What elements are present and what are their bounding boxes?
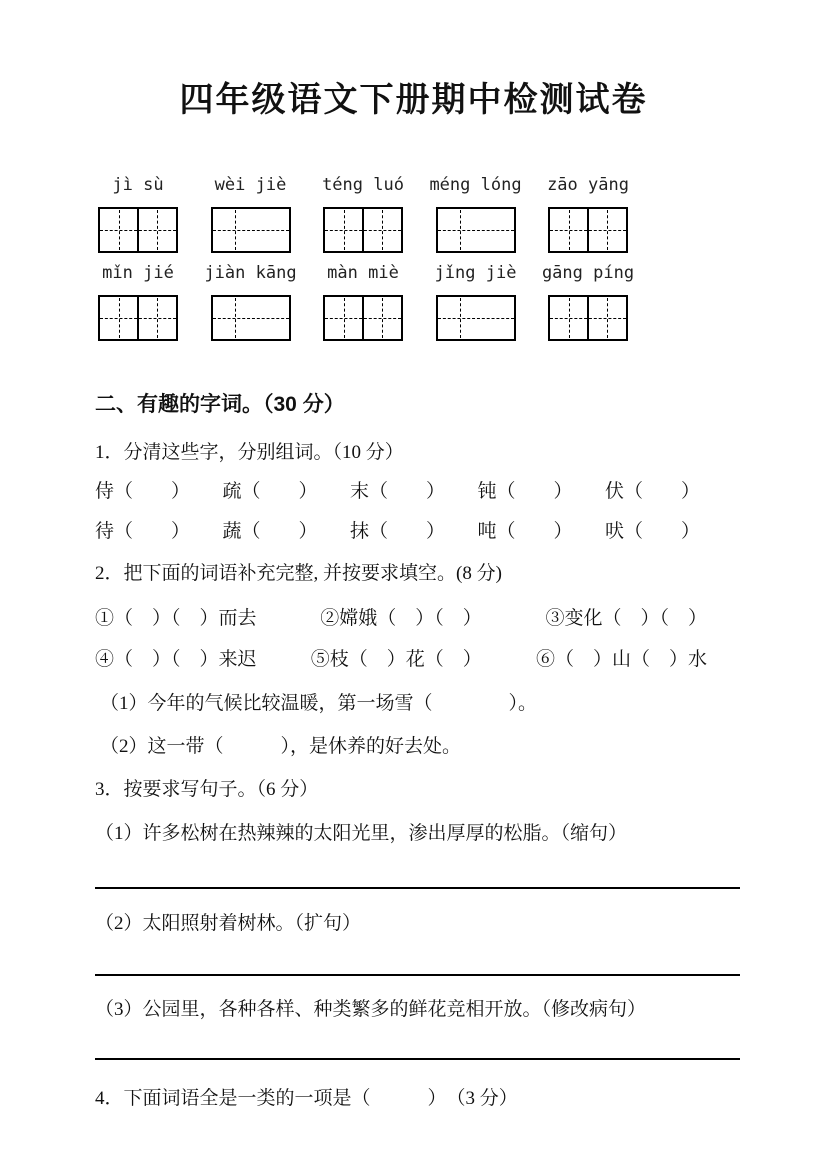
word-blank: 钝（ ） bbox=[477, 481, 573, 502]
grid-divider-line bbox=[137, 297, 139, 339]
writing-grid bbox=[98, 295, 178, 341]
writing-grid bbox=[436, 207, 516, 253]
pinyin-item bbox=[211, 174, 291, 253]
grid-dashed-line bbox=[157, 298, 158, 338]
grid-dashed-line bbox=[119, 210, 120, 250]
writing-grid bbox=[436, 295, 516, 341]
idiom-blank: ②嫦娥（ ）（ ） bbox=[320, 608, 482, 629]
question-4-prompt: 4．下面词语全是一类的一项是（ ） （3 分） bbox=[95, 1088, 518, 1109]
word-blank: 吨（ ） bbox=[477, 521, 573, 542]
grid-dashed-line bbox=[607, 298, 608, 338]
word-blank: 吠（ ） bbox=[604, 521, 700, 542]
pinyin-item bbox=[323, 262, 403, 341]
question-3-prompt: 3．按要求写句子。（6 分） bbox=[95, 779, 319, 800]
word-blank-row bbox=[95, 519, 700, 545]
grid-dashed-line bbox=[213, 318, 289, 319]
grid-dashed-line bbox=[607, 210, 608, 250]
grid-divider-line bbox=[362, 209, 364, 251]
idiom-blank: ④（ ）（ ）来迟 bbox=[95, 649, 257, 670]
grid-dashed-line bbox=[157, 210, 158, 250]
pinyin-item bbox=[541, 262, 635, 341]
grid-dashed-line bbox=[235, 298, 236, 338]
word-blank-row bbox=[95, 479, 700, 505]
word-blank: 侍（ ） bbox=[95, 481, 191, 502]
question-2-sub2: （2）这一带（ ），是休养的好去处。 bbox=[100, 736, 462, 757]
idiom-blank: ⑤枝（ ）花（ ） bbox=[310, 649, 482, 670]
page-title: 四年级语文下册期中检测试卷 bbox=[179, 81, 648, 119]
idiom-blank-row bbox=[95, 647, 707, 673]
idiom-blank: ⑥（ ）山（ ）水 bbox=[535, 649, 707, 670]
grid-dashed-line bbox=[344, 298, 345, 338]
grid-dashed-line bbox=[382, 210, 383, 250]
answer-line bbox=[95, 887, 740, 889]
grid-divider-line bbox=[362, 297, 364, 339]
section-heading: 二、有趣的字词。（30 分） bbox=[95, 393, 345, 416]
word-blank: 疏（ ） bbox=[222, 481, 318, 502]
question-2-prompt: 2．把下面的词语补充完整, 并按要求填空。(8 分) bbox=[95, 563, 502, 584]
pinyin-label: jǐng jiè bbox=[434, 263, 517, 283]
pinyin-item bbox=[98, 262, 178, 341]
writing-grid bbox=[211, 207, 291, 253]
grid-dashed-line bbox=[344, 210, 345, 250]
pinyin-label: mǐn jié bbox=[102, 263, 174, 283]
pinyin-item bbox=[548, 174, 628, 253]
pinyin-label: jì sù bbox=[112, 175, 164, 195]
grid-dashed-line bbox=[460, 210, 461, 250]
pinyin-label: méng lóng bbox=[429, 175, 522, 195]
grid-divider-line bbox=[587, 209, 589, 251]
grid-dashed-line bbox=[382, 298, 383, 338]
idiom-blank: ③变化（ ）（ ） bbox=[545, 608, 707, 629]
pinyin-item bbox=[204, 262, 297, 341]
grid-dashed-line bbox=[569, 298, 570, 338]
grid-dashed-line bbox=[438, 230, 514, 231]
writing-grid bbox=[323, 207, 403, 253]
answer-line bbox=[95, 974, 740, 976]
pinyin-item bbox=[98, 174, 178, 253]
pinyin-label: téng luó bbox=[322, 175, 404, 195]
question-1-prompt: 1．分清这些字，分别组词。（10 分） bbox=[95, 442, 404, 463]
grid-dashed-line bbox=[460, 298, 461, 338]
writing-grid bbox=[548, 207, 628, 253]
writing-grid bbox=[548, 295, 628, 341]
writing-grid bbox=[98, 207, 178, 253]
word-blank: 抹（ ） bbox=[349, 521, 445, 542]
pinyin-item bbox=[436, 262, 516, 341]
pinyin-item bbox=[429, 174, 522, 253]
question-2-sub1: （1）今年的气候比较温暖，第一场雪（ ）。 bbox=[100, 693, 538, 714]
grid-dashed-line bbox=[119, 298, 120, 338]
idiom-blank: ①（ ）（ ）而去 bbox=[95, 608, 257, 629]
pinyin-label: màn miè bbox=[327, 263, 399, 283]
idiom-blank-row bbox=[95, 606, 707, 632]
word-blank: 蔬（ ） bbox=[222, 521, 318, 542]
grid-divider-line bbox=[587, 297, 589, 339]
pinyin-label: jiàn kāng bbox=[204, 263, 297, 283]
grid-dashed-line bbox=[213, 230, 289, 231]
pinyin-label: zāo yāng bbox=[547, 175, 629, 195]
grid-dashed-line bbox=[438, 318, 514, 319]
pinyin-row bbox=[98, 174, 628, 253]
question-3-sentence-2: （2）太阳照射着树林。（扩句） bbox=[95, 913, 362, 934]
question-3-sentence-3: （3）公园里，各种各样、种类繁多的鲜花竞相开放。（修改病句） bbox=[95, 999, 647, 1020]
pinyin-label: wèi jiè bbox=[214, 175, 287, 195]
grid-dashed-line bbox=[569, 210, 570, 250]
pinyin-item bbox=[323, 174, 403, 253]
word-blank: 伏（ ） bbox=[604, 481, 700, 502]
pinyin-row bbox=[98, 262, 635, 341]
writing-grid bbox=[323, 295, 403, 341]
grid-divider-line bbox=[137, 209, 139, 251]
pinyin-label: gāng píng bbox=[541, 263, 635, 283]
answer-line bbox=[95, 1058, 740, 1060]
word-blank: 待（ ） bbox=[95, 521, 191, 542]
writing-grid bbox=[211, 295, 291, 341]
word-blank: 末（ ） bbox=[349, 481, 445, 502]
grid-dashed-line bbox=[235, 210, 236, 250]
question-3-sentence-1: （1）许多松树在热辣辣的太阳光里，渗出厚厚的松脂。（缩句） bbox=[95, 823, 628, 844]
